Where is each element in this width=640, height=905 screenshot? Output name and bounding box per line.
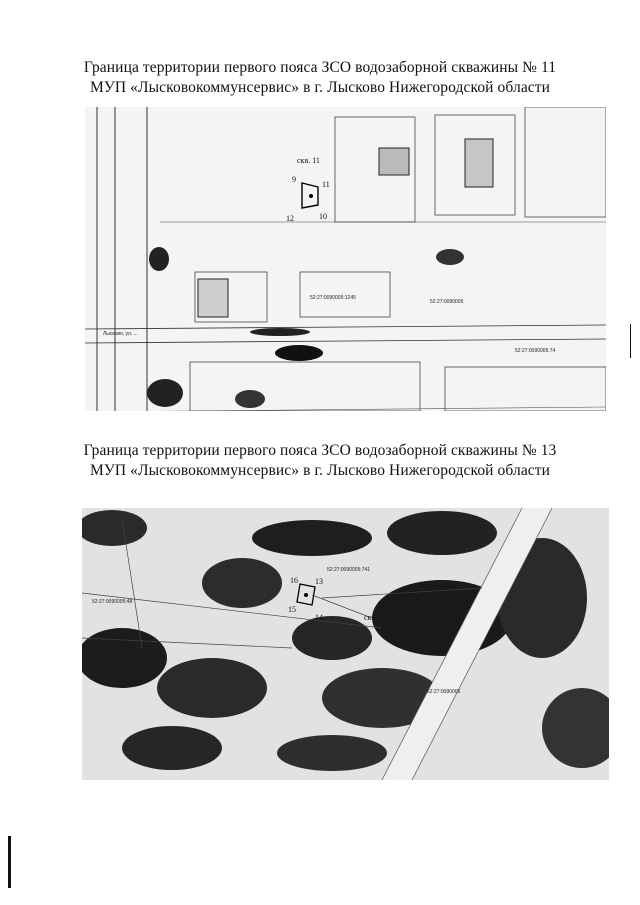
caption-well-13 xyxy=(0,441,640,481)
point-11: 11 xyxy=(322,180,330,189)
caption-well-11 xyxy=(0,58,640,98)
cadastral-label-parcel-d: 52:27:0090005:48 xyxy=(92,599,133,605)
point-13: 13 xyxy=(315,577,323,586)
point-15: 15 xyxy=(288,605,296,614)
scan-edge-mark-right xyxy=(630,324,631,358)
cadastral-label-parcel-b: 52:27:0090005:74 xyxy=(515,348,556,354)
street-label: Лысково, ул. ... xyxy=(103,331,138,337)
point-12: 12 xyxy=(286,214,294,223)
cadastral-label-block: 52:27:0090005 xyxy=(430,299,464,305)
point-9: 9 xyxy=(292,175,296,184)
point-16: 16 xyxy=(290,576,298,585)
well-13-label: скв. 13 xyxy=(364,613,388,622)
point-10: 10 xyxy=(319,212,327,221)
caption-well-11-line1: Граница территории первого пояса ЗСО водозаборной скважины № 11 xyxy=(83,59,557,76)
scan-edge-mark-left xyxy=(8,836,11,888)
caption-well-13-line1: Граница территории первого пояса ЗСО водозаборной скважины № 13 xyxy=(83,442,557,459)
cadastral-label-block-2: 52:27:0090005 xyxy=(427,689,461,695)
caption-well-11-line2: МУП «Лысковокоммунсервис» в г. Лысково Нижегородской области xyxy=(89,79,551,96)
cadastral-label-parcel-a: 52:27:0090005:1245 xyxy=(310,295,356,301)
caption-well-13-line2: МУП «Лысковокоммунсервис» в г. Лысково Нижегородской области xyxy=(89,462,551,479)
point-14: 14 xyxy=(315,613,323,622)
well-11-label: скв. 11 xyxy=(297,156,320,165)
cadastral-label-parcel-c: 52:27:0090005:741 xyxy=(327,567,371,573)
cadastral-map-well-13 xyxy=(82,508,609,780)
cadastral-map-well-11 xyxy=(85,107,606,411)
